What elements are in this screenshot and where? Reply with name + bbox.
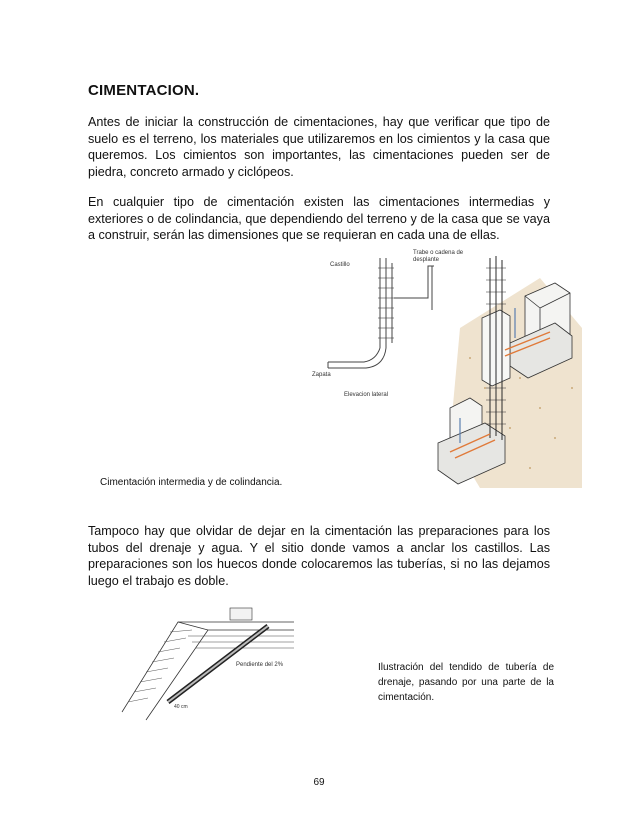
elevation-drawing [328,258,434,368]
isometric-drawing [438,256,582,488]
foundation-illustration [310,238,590,500]
paragraph-preparations: Tampoco hay que olvidar de dejar en la cimentación las preparaciones para los tubos del drenaje y agua. Y el sitio donde vamos a anclar los castillos. Las preparaciones son los huecos donde colocaremos las tuberías, si no las dejamos luego el trabajo es doble. [88,524,550,588]
paragraph-types: En cualquier tipo de cimentación existen las cimentaciones intermedias y exteriores o de colindancia, que dependiendo del terreno y de la casa que se vaya a construir, serán las dimensiones que se requieran en cada una de ellas. [88,195,550,242]
label-castillo: Castillo [330,262,350,268]
figure1-caption: Cimentación intermedia y de colindancia. [100,477,283,488]
label-trabe-line: Trabe o cadena de [413,250,464,256]
label-elevacion: Elevacion lateral [344,392,389,398]
label-trabe-line2: desplante [413,257,440,263]
figure2-caption: Ilustración del tendido de tubería de drenaje, pasando por una parte de la cimentación. [378,662,554,703]
paragraph-intro: Antes de iniciar la construcción de cimentaciones, hay que verificar que tipo de suelo es el terreno, los materiales que utilizaremos en los cimientos y la casa que queremos. Los cimientos son importantes, las cimentaciones pueden ser de piedra, concreto armado y ciclópeos. [88,115,550,179]
label-40cm: 40 cm [174,704,188,710]
label-zapata: Zapata [312,372,331,378]
page-number: 69 [313,777,325,788]
page-title: CIMENTACION. [88,82,200,99]
label-pendiente: Pendiente del 2% [236,662,284,668]
label-trabe [413,250,465,263]
drainage-illustration [118,602,294,722]
